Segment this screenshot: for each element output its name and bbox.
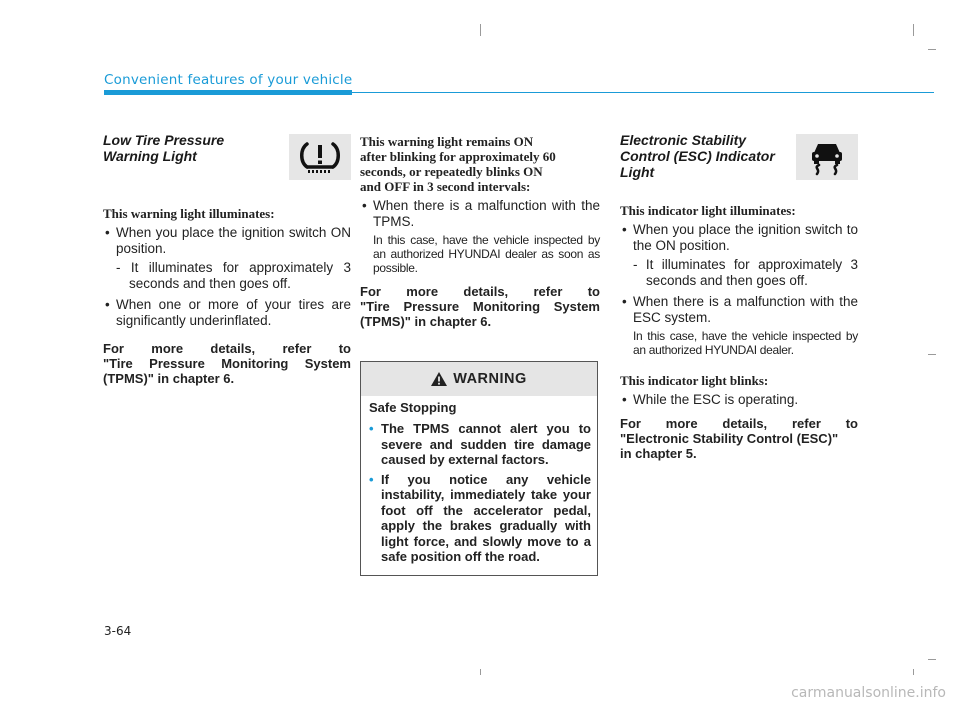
header-rule-thin — [352, 92, 934, 93]
section-title: Convenient features of your vehicle — [104, 72, 353, 88]
illuminates-title: This indicator light illuminates: — [620, 203, 796, 218]
list-item: • When you place the ignition switch to the ON position. - It illuminates for approximately 3 seconds and then goes off. — [620, 222, 858, 289]
list-item: • When you place the ignition switch ON position. - It illuminates for approximately 3 seconds and then goes off. — [103, 225, 351, 292]
list-sub-item: - It illuminates for approximately 3 seconds and then goes off. — [116, 260, 351, 291]
reference-esc: For more details, refer to "Electronic Stability Control (ESC)" in chapter 5. — [620, 416, 858, 461]
crop-mark — [913, 669, 914, 675]
tire-pressure-warning-icon — [289, 134, 351, 180]
column-esc-indicator — [620, 128, 858, 461]
heading-low-tire-pressure: Low Tire Pressure Warning Light — [103, 132, 225, 164]
page-number: 3-64 — [104, 624, 132, 638]
crop-mark — [928, 49, 936, 50]
list-item: • When there is a malfunction with the TPMS. In this case, have the vehicle inspected by an authorized HYUNDAI dealer as soon as possible. — [360, 198, 600, 275]
reference-tpms: For more details, refer to "Tire Pressure Monitoring System (TPMS)" in chapter 6. — [360, 284, 600, 329]
header-rule-thick — [104, 90, 352, 95]
warning-header — [361, 362, 597, 396]
column-tpms-malfunction — [360, 134, 600, 329]
column-tpms-warning — [103, 128, 351, 386]
heading-esc-indicator: Electronic Stability Control (ESC) Indicator Light — [620, 132, 775, 180]
crop-mark — [928, 659, 936, 660]
esc-skid-icon — [796, 134, 858, 180]
warning-title: WARNING — [453, 371, 527, 387]
blinks-title: This indicator light blinks: — [620, 373, 769, 388]
remains-on-title: This warning light remains ON after blinking for approximately 60 seconds, or repeatedly blinks ON and OFF in 3 second intervals: — [360, 134, 556, 194]
warning-triangle-icon — [431, 372, 447, 386]
list-sub-item: - It illuminates for approximately 3 seconds and then goes off. — [633, 257, 858, 288]
crop-mark — [480, 24, 481, 36]
reference-tpms: For more details, refer to "Tire Pressure Monitoring System (TPMS)" in chapter 6. — [103, 341, 351, 386]
watermark[interactable]: carmanualsonline.info — [791, 685, 946, 701]
list-item: • While the ESC is operating. — [620, 392, 858, 408]
list-item: • When one or more of your tires are significantly underinflated. — [103, 297, 351, 329]
warning-subtitle: Safe Stopping — [369, 400, 457, 415]
list-note: In this case, have the vehicle inspected by an authorized HYUNDAI dealer as soon as possible. — [373, 233, 600, 275]
warning-item: • The TPMS cannot alert you to severe and sudden tire damage caused by external factors. — [369, 421, 591, 468]
list-item: • When there is a malfunction with the ESC system. In this case, have the vehicle inspected by an authorized HYUNDAI dealer. — [620, 294, 858, 357]
crop-mark — [913, 24, 914, 36]
warning-item: • If you notice any vehicle instability, immediately take your foot off the accelerator pedal, apply the brakes gradually with light force, and slowly move to a safe position off the road. — [369, 472, 591, 565]
crop-mark — [480, 669, 481, 675]
illuminates-title: This warning light illuminates: — [103, 206, 275, 221]
crop-mark — [928, 354, 936, 355]
list-note: In this case, have the vehicle inspected by an authorized HYUNDAI dealer. — [633, 329, 858, 357]
warning-box — [360, 361, 598, 576]
